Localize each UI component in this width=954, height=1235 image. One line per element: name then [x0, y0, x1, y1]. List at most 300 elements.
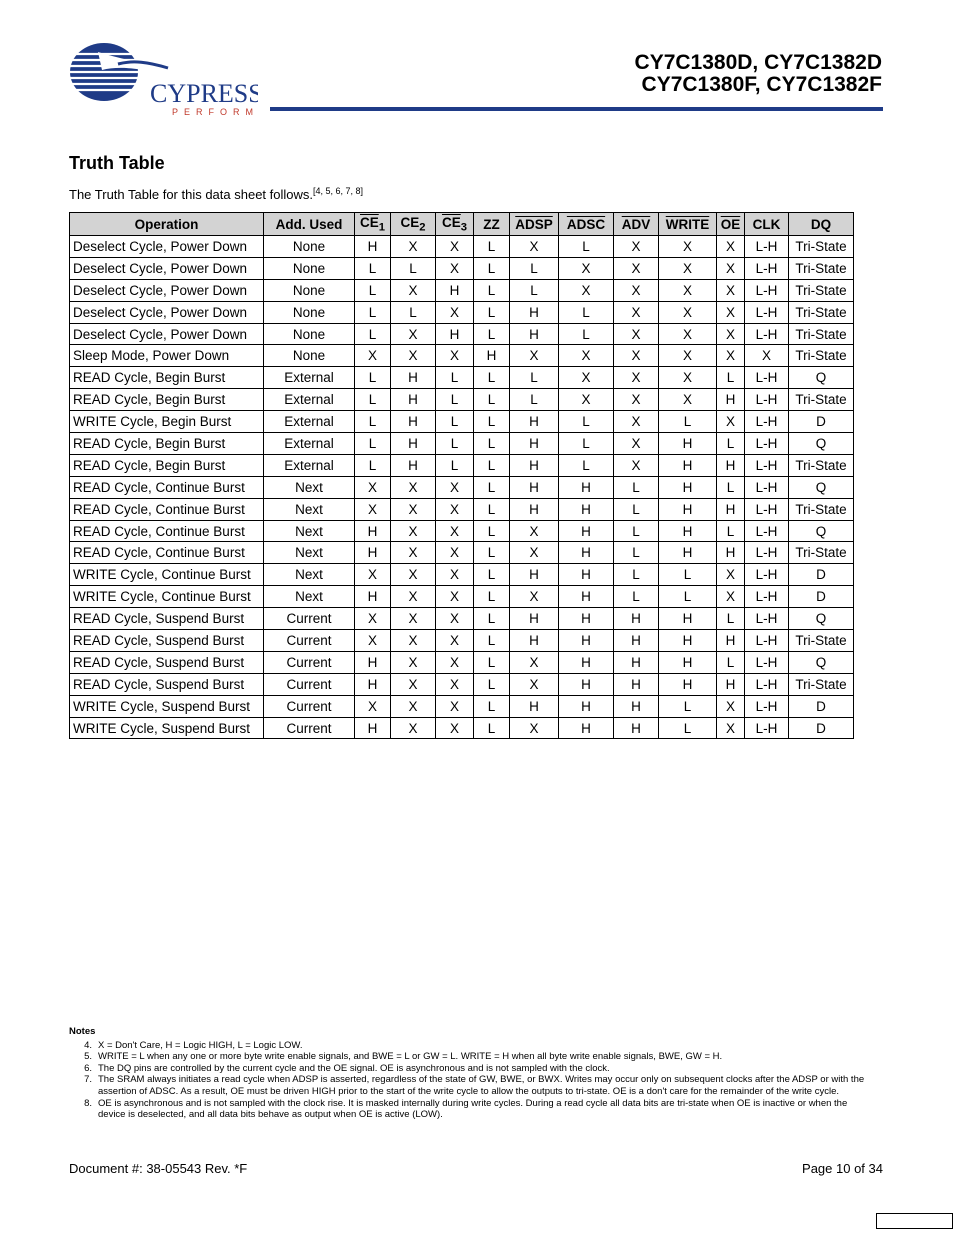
table-cell: H [510, 498, 559, 520]
table-row [70, 279, 854, 301]
table-cell: L-H [745, 236, 789, 258]
table-cell: H [559, 542, 614, 564]
table-header-row [70, 213, 854, 236]
header-adsc: ADSC [559, 213, 614, 236]
header-oe: $\overline{OE}$ [717, 213, 745, 236]
table-cell: L-H [745, 301, 789, 323]
table-cell: L [391, 257, 436, 279]
page-number: Page 10 of 34 [802, 1161, 883, 1176]
operation-cell: READ Cycle, Continue Burst [70, 476, 264, 498]
table-cell: H [510, 301, 559, 323]
table-cell: L [717, 651, 745, 673]
table-cell: External [264, 454, 355, 476]
table-cell: Tri-State [789, 323, 854, 345]
table-cell: X [355, 498, 391, 520]
table-cell: X [436, 498, 474, 520]
table-cell: L-H [745, 608, 789, 630]
table-cell: L [474, 279, 510, 301]
table-cell: L [474, 257, 510, 279]
table-cell: H [355, 520, 391, 542]
table-cell: Q [789, 608, 854, 630]
feedback-box[interactable] [876, 1213, 953, 1229]
table-cell: L [717, 520, 745, 542]
table-cell: H [391, 367, 436, 389]
table-cell: L [436, 389, 474, 411]
table-cell: H [659, 651, 717, 673]
note-item [69, 1051, 869, 1063]
notes-section [69, 1026, 869, 1121]
table-cell: H [717, 630, 745, 652]
table-cell: H [614, 608, 659, 630]
table-cell: H [391, 411, 436, 433]
table-cell: X [355, 695, 391, 717]
table-cell: X [391, 586, 436, 608]
table-cell: D [789, 586, 854, 608]
table-cell: L [436, 433, 474, 455]
table-cell: L [474, 301, 510, 323]
table-row [70, 454, 854, 476]
table-cell: Current [264, 608, 355, 630]
table-cell: L [391, 301, 436, 323]
header-write: WRITE [659, 213, 717, 236]
table-cell: H [474, 345, 510, 367]
table-cell: L [614, 476, 659, 498]
table-cell: Next [264, 586, 355, 608]
table-cell: X [659, 257, 717, 279]
table-cell: H [659, 498, 717, 520]
table-cell: Tri-State [789, 498, 854, 520]
table-cell: H [510, 476, 559, 498]
table-cell: X [510, 651, 559, 673]
table-cell: H [717, 498, 745, 520]
table-cell: X [510, 542, 559, 564]
table-cell: L-H [745, 411, 789, 433]
header-adv: $\overline{ADV}$ [614, 213, 659, 236]
table-row [70, 257, 854, 279]
table-cell: Tri-State [789, 279, 854, 301]
header-ce3: $\overline{CE}_3$ [436, 213, 474, 236]
title-line-1: CY7C1380D, CY7C1382D [634, 51, 882, 74]
table-cell: X [391, 236, 436, 258]
table-cell: X [614, 367, 659, 389]
intro-text [69, 186, 363, 202]
table-cell: X [436, 564, 474, 586]
table-cell: X [391, 279, 436, 301]
table-cell: Tri-State [789, 236, 854, 258]
notes-list [69, 1040, 869, 1121]
table-cell: H [717, 389, 745, 411]
table-cell: Q [789, 476, 854, 498]
table-cell: L [659, 717, 717, 739]
table-cell: L [614, 586, 659, 608]
title-line-2: CY7C1380F, CY7C1382F [641, 73, 882, 96]
table-row [70, 389, 854, 411]
table-cell: L [474, 498, 510, 520]
table-cell: L [614, 520, 659, 542]
note-item [69, 1040, 869, 1052]
table-cell: X [391, 476, 436, 498]
table-cell: Next [264, 542, 355, 564]
table-cell: X [559, 389, 614, 411]
table-cell: X [717, 323, 745, 345]
table-cell: X [391, 651, 436, 673]
note-item [69, 1098, 869, 1121]
table-cell: Tri-State [789, 389, 854, 411]
table-cell: X [436, 673, 474, 695]
table-cell: L [436, 454, 474, 476]
table-cell: L [559, 236, 614, 258]
table-cell: H [614, 630, 659, 652]
table-cell: Tri-State [789, 345, 854, 367]
operation-cell: READ Cycle, Begin Burst [70, 389, 264, 411]
table-cell: X [717, 717, 745, 739]
table-cell: H [614, 695, 659, 717]
table-cell: X [510, 520, 559, 542]
table-row [70, 651, 854, 673]
table-cell: L-H [745, 542, 789, 564]
table-cell: L [474, 586, 510, 608]
table-cell: None [264, 279, 355, 301]
operation-cell: READ Cycle, Continue Burst [70, 542, 264, 564]
note-text: OE is asynchronous and is not sampled with the clock rise. It is masked internally during write cycles. During a read cycle all data bits are tri-state when OE is inactive or when the device is deselected, and all data bits behave as output when OE is active (LOW). [98, 1097, 848, 1121]
table-cell: H [659, 608, 717, 630]
table-cell: L [474, 695, 510, 717]
table-cell: L [474, 520, 510, 542]
table-cell: H [559, 717, 614, 739]
operation-cell: READ Cycle, Suspend Burst [70, 608, 264, 630]
table-cell: L-H [745, 279, 789, 301]
table-cell: H [559, 608, 614, 630]
operation-cell: READ Cycle, Suspend Burst [70, 630, 264, 652]
table-cell: H [559, 564, 614, 586]
table-cell: L [717, 476, 745, 498]
table-cell: X [717, 411, 745, 433]
table-cell: X [355, 345, 391, 367]
table-cell: L [355, 389, 391, 411]
table-cell: L-H [745, 498, 789, 520]
table-cell: X [717, 586, 745, 608]
header-ce2: $CE_2$ [391, 213, 436, 236]
table-cell: L [355, 411, 391, 433]
table-cell: H [510, 564, 559, 586]
table-cell: X [659, 301, 717, 323]
table-cell: L [474, 673, 510, 695]
table-cell: Tri-State [789, 257, 854, 279]
operation-cell: Deselect Cycle, Power Down [70, 323, 264, 345]
operation-cell: Deselect Cycle, Power Down [70, 257, 264, 279]
logo-wordmark: CYPRESS [150, 79, 258, 108]
table-cell: X [510, 717, 559, 739]
table-cell: L [474, 630, 510, 652]
table-cell: X [436, 608, 474, 630]
operation-cell: Deselect Cycle, Power Down [70, 279, 264, 301]
note-text: X = Don't Care, H = Logic HIGH, L = Logic LOW. [98, 1039, 303, 1051]
table-cell: L [474, 411, 510, 433]
table-cell: X [355, 564, 391, 586]
table-cell: Current [264, 695, 355, 717]
table-row [70, 608, 854, 630]
table-cell: External [264, 411, 355, 433]
table-cell: H [355, 717, 391, 739]
table-cell: Next [264, 564, 355, 586]
table-cell: L-H [745, 564, 789, 586]
table-cell: X [355, 630, 391, 652]
table-cell: D [789, 411, 854, 433]
table-cell: X [391, 717, 436, 739]
table-cell: Q [789, 651, 854, 673]
table-cell: H [559, 586, 614, 608]
table-cell: L [659, 695, 717, 717]
table-cell: L-H [745, 520, 789, 542]
table-cell: H [355, 651, 391, 673]
table-cell: D [789, 564, 854, 586]
table-cell: X [614, 433, 659, 455]
table-cell: Current [264, 630, 355, 652]
table-row [70, 323, 854, 345]
table-row [70, 564, 854, 586]
table-cell: X [717, 301, 745, 323]
note-number: 8. [84, 1097, 92, 1109]
header-adsp: ADSP [510, 213, 559, 236]
table-cell: X [659, 389, 717, 411]
table-cell: H [391, 433, 436, 455]
table-cell: L [717, 433, 745, 455]
table-cell: H [355, 586, 391, 608]
table-cell: None [264, 257, 355, 279]
table-cell: X [614, 301, 659, 323]
table-cell: H [717, 542, 745, 564]
note-number: 4. [84, 1039, 92, 1051]
table-cell: X [614, 236, 659, 258]
table-cell: X [659, 323, 717, 345]
table-cell: X [391, 345, 436, 367]
table-row [70, 520, 854, 542]
table-cell: X [614, 454, 659, 476]
table-cell: L [559, 411, 614, 433]
table-cell: L-H [745, 717, 789, 739]
table-cell: X [659, 279, 717, 301]
note-item [69, 1074, 869, 1097]
table-row [70, 717, 854, 739]
table-cell: X [614, 389, 659, 411]
table-cell: D [789, 717, 854, 739]
table-cell: Q [789, 520, 854, 542]
table-cell: X [355, 608, 391, 630]
table-cell: D [789, 695, 854, 717]
table-cell: L [355, 257, 391, 279]
table-cell: H [559, 651, 614, 673]
table-cell: X [436, 520, 474, 542]
note-number: 7. [84, 1074, 92, 1086]
table-cell: L [474, 717, 510, 739]
table-row [70, 476, 854, 498]
table-cell: H [614, 717, 659, 739]
table-cell: L [355, 279, 391, 301]
table-cell: Q [789, 367, 854, 389]
table-row [70, 542, 854, 564]
table-cell: X [510, 673, 559, 695]
table-cell: X [436, 542, 474, 564]
table-row [70, 695, 854, 717]
operation-cell: WRITE Cycle, Suspend Burst [70, 717, 264, 739]
table-cell: H [391, 389, 436, 411]
table-cell: X [436, 717, 474, 739]
table-cell: X [436, 586, 474, 608]
table-cell: L-H [745, 695, 789, 717]
table-row [70, 301, 854, 323]
table-cell: L [510, 367, 559, 389]
notes-title: Notes [69, 1026, 96, 1037]
truth-table [69, 212, 854, 739]
table-cell: L [474, 323, 510, 345]
operation-cell: READ Cycle, Suspend Burst [70, 651, 264, 673]
table-cell: L-H [745, 630, 789, 652]
header-operation: Operation [70, 213, 264, 236]
table-cell: L-H [745, 673, 789, 695]
table-cell: X [659, 345, 717, 367]
note-item [69, 1063, 869, 1075]
table-cell: X [391, 520, 436, 542]
table-cell: X [391, 673, 436, 695]
table-cell: Next [264, 520, 355, 542]
cypress-logo [68, 40, 258, 120]
table-cell: X [391, 630, 436, 652]
table-cell: H [355, 542, 391, 564]
table-cell: L-H [745, 367, 789, 389]
table-cell: L [474, 564, 510, 586]
table-cell: L [474, 433, 510, 455]
note-text: The SRAM always initiates a read cycle when ADSP is asserted, regardless of the state of GW, BWE, or BWX. Writes may occur only on subsequent clocks after the ADSP or with the assertion of ADSC. As a result, OE must be driven HIGH prior to the start of the write cycle to allow the outputs to tri-state. OE is a don't care for the remainder of the write cycle. [98, 1074, 865, 1097]
table-cell: H [559, 520, 614, 542]
intro-sentence: The Truth Table for this data sheet follows. [69, 187, 314, 202]
table-cell: L [510, 279, 559, 301]
header-ce1: $\overline{CE}_1$ [355, 213, 391, 236]
table-cell: L [474, 236, 510, 258]
table-cell: L-H [745, 323, 789, 345]
table-cell: H [614, 673, 659, 695]
table-cell: X [614, 323, 659, 345]
table-cell: Q [789, 433, 854, 455]
table-cell: H [559, 673, 614, 695]
table-cell: L-H [745, 651, 789, 673]
table-cell: H [510, 411, 559, 433]
table-cell: H [436, 279, 474, 301]
table-cell: H [659, 630, 717, 652]
table-row [70, 367, 854, 389]
table-cell: L-H [745, 454, 789, 476]
table-cell: H [355, 236, 391, 258]
table-cell: Next [264, 476, 355, 498]
table-cell: H [391, 454, 436, 476]
table-cell: L [559, 323, 614, 345]
table-row [70, 586, 854, 608]
table-row [70, 345, 854, 367]
table-cell: H [559, 630, 614, 652]
table-cell: H [510, 433, 559, 455]
section-title: Truth Table [69, 153, 165, 173]
table-cell: H [436, 323, 474, 345]
table-cell: L [355, 367, 391, 389]
table-cell: H [510, 630, 559, 652]
table-cell: X [745, 345, 789, 367]
table-cell: L [474, 476, 510, 498]
table-cell: X [436, 476, 474, 498]
table-cell: L-H [745, 586, 789, 608]
table-cell: X [436, 236, 474, 258]
table-cell: Next [264, 498, 355, 520]
table-cell: X [559, 279, 614, 301]
table-cell: Tri-State [789, 673, 854, 695]
table-cell: L [559, 433, 614, 455]
table-cell: L [436, 411, 474, 433]
operation-cell: WRITE Cycle, Suspend Burst [70, 695, 264, 717]
table-cell: L [355, 323, 391, 345]
table-row [70, 630, 854, 652]
table-cell: X [510, 345, 559, 367]
table-cell: H [659, 520, 717, 542]
table-cell: X [659, 367, 717, 389]
operation-cell: READ Cycle, Begin Burst [70, 367, 264, 389]
table-cell: X [510, 586, 559, 608]
table-cell: External [264, 367, 355, 389]
table-cell: L [717, 367, 745, 389]
header-rule [270, 107, 883, 111]
operation-cell: READ Cycle, Continue Burst [70, 520, 264, 542]
header-dq: DQ [789, 213, 854, 236]
table-cell: L [474, 367, 510, 389]
table-cell: L [355, 433, 391, 455]
operation-cell: WRITE Cycle, Continue Burst [70, 586, 264, 608]
table-body [70, 236, 854, 739]
table-cell: Current [264, 651, 355, 673]
operation-cell: WRITE Cycle, Continue Burst [70, 564, 264, 586]
header-clk: CLK [745, 213, 789, 236]
table-cell: L-H [745, 476, 789, 498]
table-cell: X [436, 345, 474, 367]
table-cell: None [264, 323, 355, 345]
table-cell: External [264, 433, 355, 455]
table-cell: X [717, 564, 745, 586]
logo-tagline: PERFORM [172, 107, 258, 117]
table-cell: X [436, 651, 474, 673]
table-cell: L [474, 542, 510, 564]
table-cell: H [717, 673, 745, 695]
table-cell: L [474, 454, 510, 476]
table-cell: L-H [745, 257, 789, 279]
operation-cell: Deselect Cycle, Power Down [70, 301, 264, 323]
table-cell: X [717, 279, 745, 301]
table-cell: H [659, 454, 717, 476]
table-cell: L [474, 608, 510, 630]
operation-cell: READ Cycle, Continue Burst [70, 498, 264, 520]
table-cell: X [559, 367, 614, 389]
table-cell: Current [264, 717, 355, 739]
operation-cell: READ Cycle, Suspend Burst [70, 673, 264, 695]
table-cell: X [614, 411, 659, 433]
table-cell: X [436, 630, 474, 652]
note-text: The DQ pins are controlled by the current cycle and the OE signal. OE is asynchronous and is not sampled with the clock. [98, 1062, 610, 1074]
table-cell: Tri-State [789, 542, 854, 564]
table-cell: H [559, 476, 614, 498]
table-cell: L [510, 389, 559, 411]
table-cell: X [391, 695, 436, 717]
table-row [70, 673, 854, 695]
table-cell: L [355, 454, 391, 476]
table-cell: L [659, 586, 717, 608]
document-number: Document #: 38-05543 Rev. *F [69, 1161, 248, 1176]
table-cell: X [614, 257, 659, 279]
table-cell: Tri-State [789, 454, 854, 476]
